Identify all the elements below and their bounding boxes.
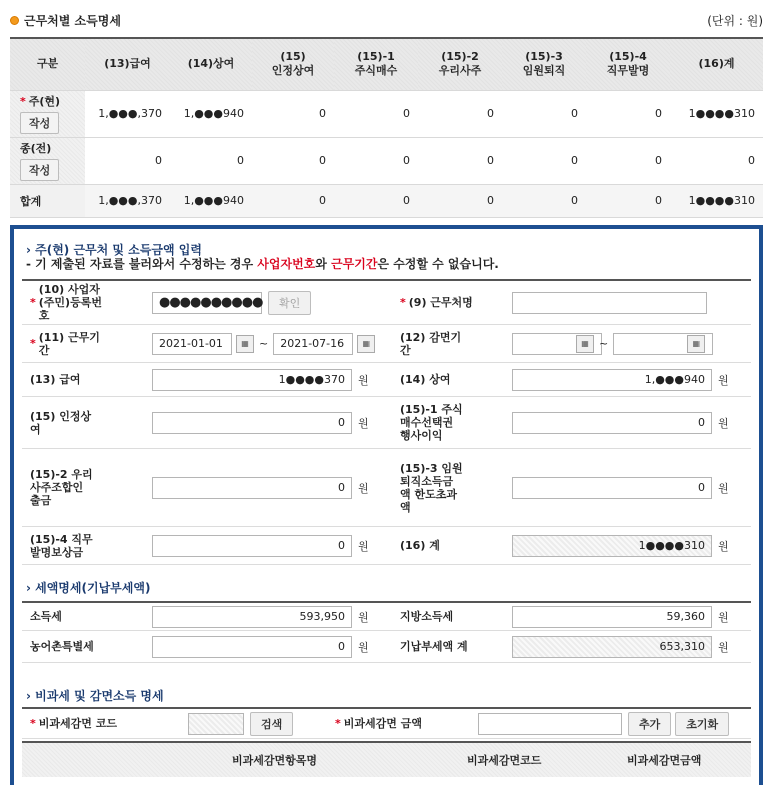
- cell-exec-retire: 0: [502, 137, 586, 184]
- recognized-bonus-input[interactable]: 0: [152, 412, 352, 434]
- table-row: [10, 90, 763, 137]
- form-row-esop: (15)-2 우리 사주조합인 출금 0 원 (15)-3 임원 퇴직소득금 액 한도초과 액 0 원: [22, 449, 751, 527]
- nontax-section-title: › 비과세 및 감면소득 명세: [26, 689, 164, 703]
- cell-stock: 0: [334, 137, 418, 184]
- calendar-icon[interactable]: ▦: [236, 335, 254, 353]
- cell-bonus: 1,●●●940: [170, 90, 252, 137]
- form-row-period: * (11) 근무기 간 2021-01-01 ▦ ~ 2021-07-16 ▦ (12) 감면기 간 ▦ ~ ▦: [22, 325, 751, 363]
- row-label: 합계: [10, 184, 85, 217]
- form-row-recognized: (15) 인정상 여 0 원 (15)-1 주식 매수선택권 행사이익 0 원: [22, 397, 751, 449]
- col-header: (15)-4 직무발명: [586, 38, 670, 90]
- stock-option-input[interactable]: 0: [512, 412, 712, 434]
- nontax-code-label: * 비과세감면 코드: [30, 717, 117, 730]
- col-header: 비과세감면항목명: [232, 754, 318, 767]
- paid-total-label: 기납부세액 계: [400, 640, 468, 653]
- reset-button[interactable]: 초기화: [675, 712, 729, 736]
- col-header: (14)상여: [170, 38, 252, 90]
- panel-heading: › 주(현) 근무처 및 소득금액 입력 - 기 제출된 자료를 불러와서 수정하는 경우 사업자번호와 근무기간은 수정할 수 없습니다.: [26, 243, 499, 271]
- exec-retire-input[interactable]: 0: [512, 477, 712, 499]
- bonus-label: (14) 상여: [400, 373, 451, 386]
- workplace-label: * (9) 근무처명: [400, 296, 473, 309]
- col-header: (15)-1 주식매수: [334, 38, 418, 90]
- unit-label: (단위 : 원): [707, 14, 763, 28]
- cell-stock: 0: [334, 184, 418, 217]
- calendar-icon[interactable]: ▦: [357, 335, 375, 353]
- local-tax-input[interactable]: 59,360: [512, 606, 712, 628]
- form-row-tax2: 농어촌특별세 0 원 기납부세액 계 653,310 원: [22, 631, 751, 663]
- col-header: 비과세감면코드: [467, 754, 542, 767]
- total-readonly: 1●●●●310: [512, 535, 712, 557]
- esop-label: (15)-2 우리 사주조합인 출금: [30, 468, 93, 507]
- col-header: (15) 인정상여: [252, 38, 334, 90]
- reduction-period-label: (12) 감면기 간: [400, 330, 462, 357]
- bullet-dot-icon: [10, 16, 19, 25]
- cell-salary: 1,●●●,370: [85, 90, 170, 137]
- income-tax-input[interactable]: 593,950: [152, 606, 352, 628]
- summary-header-row: [10, 38, 763, 90]
- period-label: * (11) 근무기 간: [30, 330, 100, 357]
- exec-retire-label: (15)-3 임원 퇴직소득금 액 한도초과 액: [400, 461, 463, 514]
- cell-esop: 0: [418, 90, 502, 137]
- cell-salary: 1,●●●,370: [85, 184, 170, 217]
- row-label: 종(전) 작성: [10, 137, 85, 184]
- form-row-nontax: [22, 707, 751, 739]
- income-input-panel: [10, 225, 763, 785]
- cell-esop: 0: [418, 137, 502, 184]
- cell-invention: 0: [586, 90, 670, 137]
- col-header: (15)-3 임원퇴직: [502, 38, 586, 90]
- panel-notice: - 기 제출된 자료를 불러와서 수정하는 경우 사업자번호와 근무기간은 수정할 수 없습니다.: [26, 257, 499, 271]
- calendar-icon[interactable]: ▦: [687, 335, 705, 353]
- col-header: (13)급여: [85, 38, 170, 90]
- nontax-table-header: [22, 741, 751, 777]
- invention-input[interactable]: 0: [152, 535, 352, 557]
- bonus-input[interactable]: 1,●●●940: [512, 369, 712, 391]
- nontax-amount-input[interactable]: [478, 713, 622, 735]
- cell-invention: 0: [586, 184, 670, 217]
- local-tax-label: 지방소득세: [400, 610, 454, 623]
- col-header: 구분: [10, 38, 85, 90]
- cell-bonus: 1,●●●940: [170, 184, 252, 217]
- cell-salary: 0: [85, 137, 170, 184]
- calendar-icon[interactable]: ▦: [576, 335, 594, 353]
- cell-recognized-bonus: 0: [252, 184, 334, 217]
- cell-esop: 0: [418, 184, 502, 217]
- tax-section-title: › 세액명세(기납부세액): [26, 581, 151, 595]
- form-row-invention: (15)-4 직무 발명보상금 0 원 (16) 계 1●●●●310 원: [22, 527, 751, 565]
- reg-no-input[interactable]: ●●●●●●●●●●: [152, 292, 262, 314]
- write-previous-button[interactable]: 작성: [20, 159, 59, 181]
- period-to-input[interactable]: 2021-07-16: [273, 333, 353, 355]
- nontax-code-input[interactable]: [188, 713, 244, 735]
- col-header: 비과세감면금액: [627, 754, 702, 767]
- col-header: (15)-2 우리사주: [418, 38, 502, 90]
- paid-total-readonly: 653,310: [512, 636, 712, 658]
- nontax-amount-label: * 비과세감면 금액: [335, 717, 422, 730]
- search-button[interactable]: 검색: [250, 712, 293, 736]
- col-header: (16)계: [670, 38, 763, 90]
- cell-bonus: 0: [170, 137, 252, 184]
- write-current-button[interactable]: 작성: [20, 112, 59, 134]
- form-row-salary: (13) 급여 1●●●●370 원 (14) 상여 1,●●●940 원: [22, 363, 751, 397]
- salary-label: (13) 급여: [30, 373, 81, 386]
- income-tax-label: 소득세: [30, 610, 62, 623]
- cell-recognized-bonus: 0: [252, 137, 334, 184]
- cell-stock: 0: [334, 90, 418, 137]
- esop-input[interactable]: 0: [152, 477, 352, 499]
- recognized-bonus-label: (15) 인정상 여: [30, 409, 92, 436]
- rural-tax-label: 농어촌특별세: [30, 640, 94, 653]
- salary-input[interactable]: 1●●●●370: [152, 369, 352, 391]
- cell-recognized-bonus: 0: [252, 90, 334, 137]
- table-row-total: [10, 184, 763, 217]
- confirm-button[interactable]: 확인: [268, 291, 311, 315]
- cell-exec-retire: 0: [502, 90, 586, 137]
- cell-total: 1●●●●310: [670, 90, 763, 137]
- rural-tax-input[interactable]: 0: [152, 636, 352, 658]
- income-summary-table: [10, 37, 763, 218]
- section-title: 근무처별 소득명세: [10, 12, 121, 29]
- table-row: [10, 137, 763, 184]
- stock-option-label: (15)-1 주식 매수선택권 행사이익: [400, 403, 463, 442]
- cell-invention: 0: [586, 137, 670, 184]
- row-label: * 주(현) 작성: [10, 90, 85, 137]
- total-label: (16) 계: [400, 539, 440, 552]
- invention-label: (15)-4 직무 발명보상금: [30, 532, 93, 559]
- form-row-tax1: 소득세 593,950 원 지방소득세 59,360 원: [22, 601, 751, 631]
- period-from-input[interactable]: 2021-01-01: [152, 333, 232, 355]
- cell-total: 0: [670, 137, 763, 184]
- cell-exec-retire: 0: [502, 184, 586, 217]
- form-row-registration: [22, 279, 751, 325]
- add-button[interactable]: 추가: [628, 712, 671, 736]
- workplace-input[interactable]: [512, 292, 707, 314]
- required-mark: *: [20, 95, 26, 108]
- cell-total: 1●●●●310: [670, 184, 763, 217]
- reg-no-label: * (10) 사업자 (주민)등록번 호: [30, 283, 102, 322]
